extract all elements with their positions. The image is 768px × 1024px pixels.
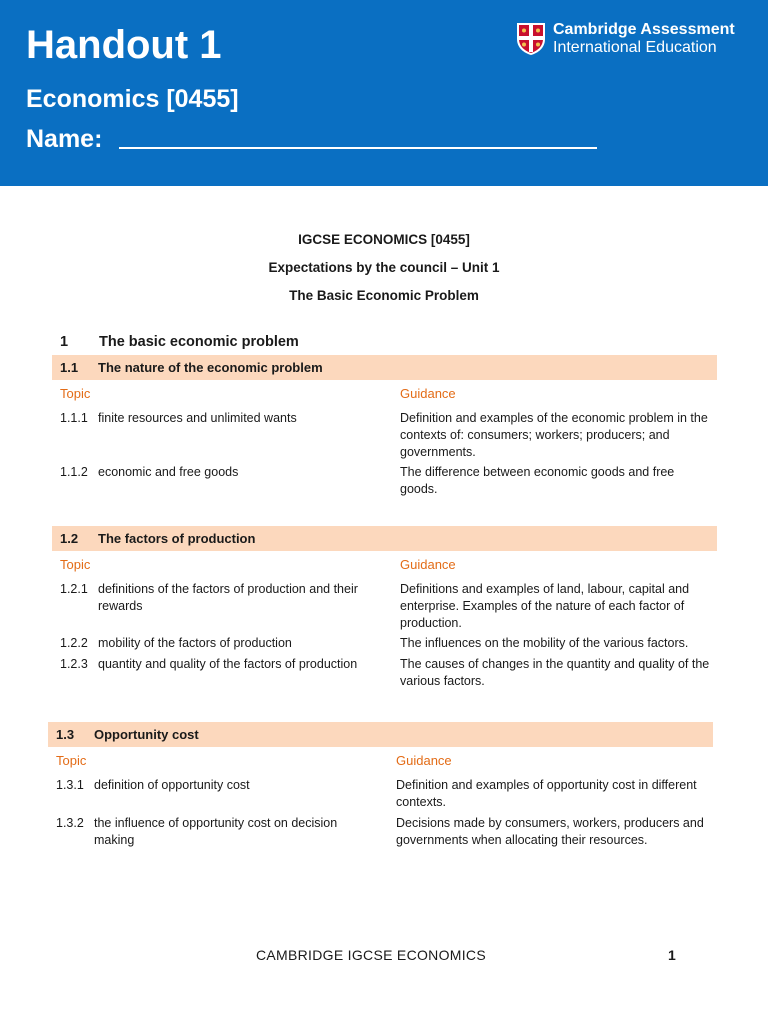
row-number: 1.2.2 xyxy=(60,636,88,650)
document-heading-3: The Basic Economic Problem xyxy=(289,288,479,303)
row-guidance: The difference between economic goods and free goods. xyxy=(400,465,675,496)
topic-header: Topic xyxy=(60,386,91,401)
section-title xyxy=(60,333,299,351)
subsection-number: 1.3 xyxy=(56,727,75,742)
subsection-band-1-2 xyxy=(52,526,717,551)
row-guidance: The causes of changes in the quantity and quality of the various factors. xyxy=(400,657,710,688)
topic-header: Topic xyxy=(60,557,91,572)
guidance-header: Guidance xyxy=(400,557,456,572)
row-topic: definition of opportunity cost xyxy=(94,778,250,792)
page-number: 1 xyxy=(668,947,676,963)
name-label: Name: xyxy=(26,125,103,153)
section-title-text: The basic economic problem xyxy=(99,334,299,350)
footer-title: CAMBRIDGE IGCSE ECONOMICS xyxy=(256,947,486,963)
row-topic: quantity and quality of the factors of production xyxy=(98,657,358,671)
row-number: 1.3.2 xyxy=(56,816,84,830)
row-topic: definitions of the factors of production and their rewards xyxy=(98,582,358,613)
row-topic: the influence of opportunity cost on decision making xyxy=(94,816,338,847)
row-guidance: Definition and examples of the economic problem in the contexts of: consumers; workers; producers; and governments. xyxy=(400,411,708,459)
document-heading-1: IGCSE ECONOMICS [0455] xyxy=(298,232,470,247)
row-guidance: Definitions and examples of land, labour, capital and enterprise. Examples of the nature of each factor of production. xyxy=(400,582,690,630)
course-subtitle: Economics [0455] xyxy=(26,85,239,113)
document-headings xyxy=(0,232,768,316)
row-number: 1.1.1 xyxy=(60,411,88,425)
shield-icon xyxy=(516,22,546,56)
document-heading-2: Expectations by the council – Unit 1 xyxy=(268,260,500,275)
row-topic: mobility of the factors of production xyxy=(98,636,292,650)
logo-line-2: International Education xyxy=(553,39,717,56)
row-guidance: Decisions made by consumers, workers, producers and governments when allocating their resources. xyxy=(396,816,704,847)
section-number: 1 xyxy=(60,334,69,350)
logo-line-1: Cambridge Assessment xyxy=(553,21,735,38)
subsection-number: 1.2 xyxy=(60,531,79,546)
subsection-title: Opportunity cost xyxy=(94,727,199,742)
subsection-number: 1.1 xyxy=(60,360,79,375)
subsection-band-1-3 xyxy=(48,722,713,747)
row-number: 1.2.3 xyxy=(60,657,88,671)
row-topic: economic and free goods xyxy=(98,465,239,479)
logo-wordmark xyxy=(553,21,735,57)
guidance-header: Guidance xyxy=(396,753,452,768)
row-number: 1.3.1 xyxy=(56,778,84,792)
row-topic: finite resources and unlimited wants xyxy=(98,411,297,425)
topic-header: Topic xyxy=(56,753,87,768)
header-banner xyxy=(0,0,768,186)
row-guidance: Definition and examples of opportunity cost in different contexts. xyxy=(396,778,697,809)
guidance-header: Guidance xyxy=(400,386,456,401)
handout-title: Handout 1 xyxy=(26,23,222,67)
subsection-title: The nature of the economic problem xyxy=(98,360,323,375)
name-blank-line xyxy=(119,147,597,149)
row-guidance: The influences on the mobility of the various factors. xyxy=(400,636,689,650)
subsection-title: The factors of production xyxy=(98,531,256,546)
subsection-band-1-1 xyxy=(52,355,717,380)
row-number: 1.1.2 xyxy=(60,465,88,479)
row-number: 1.2.1 xyxy=(60,582,88,596)
